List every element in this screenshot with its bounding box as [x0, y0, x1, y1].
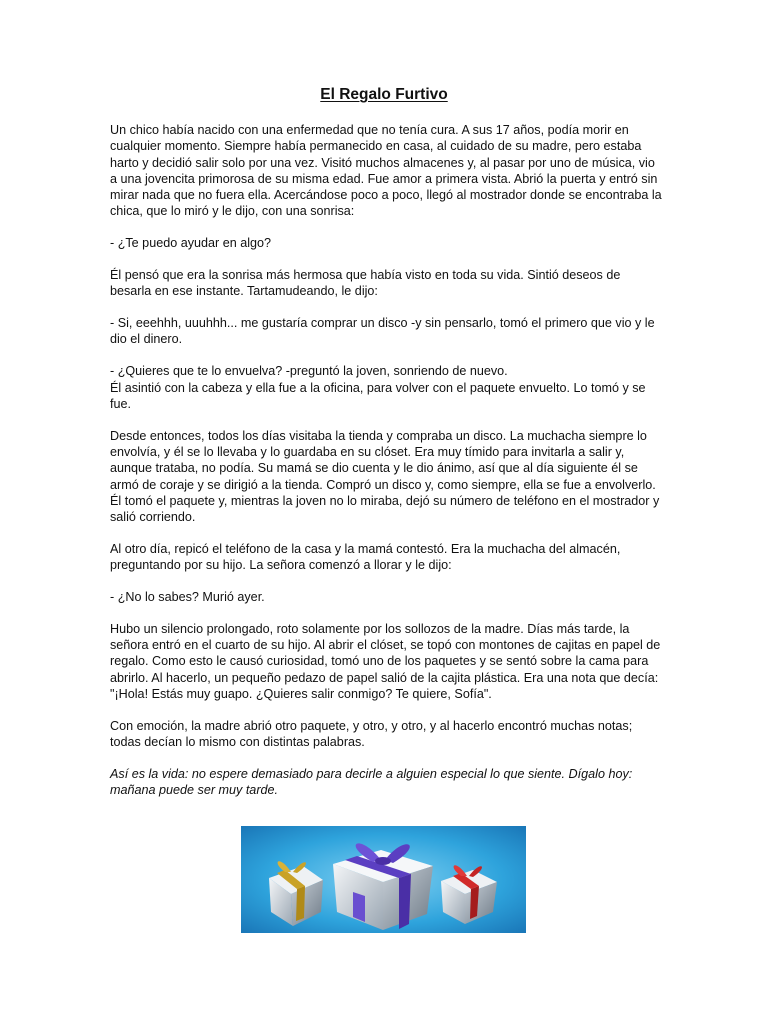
paragraph-moral: Así es la vida: no espere demasiado para decirle a alguien especial lo que siente. Dígalo hoy: mañana puede ser muy tarde. [110, 766, 633, 798]
paragraph-phone-call: Al otro día, repicó el teléfono de la casa y la mamá contestó. Era la muchacha del almacén, preguntando por su hijo. La señora comenzó a llorar y le dijo: [110, 541, 621, 573]
paragraph-notes: Con emoción, la madre abrió otro paquete, y otro, y otro, y al hacerlo encontró muchas notas; todas decían lo mismo con distintas palabras. [110, 718, 633, 750]
document-title: El Regalo Furtivo [320, 86, 448, 103]
gift-boxes-icon [241, 826, 526, 933]
gift-boxes-illustration [241, 826, 526, 933]
paragraph-dialogue-disc: - Si, eeehhh, uuuhhh... me gustaría comprar un disco -y sin pensarlo, tomó el primero que vio y le dio el dinero. [110, 316, 655, 347]
paragraph-intro: Un chico había nacido con una enfermedad que no tenía cura. A sus 17 años, podía morir en cualquier momento. Siempre había permanecido en casa, al cuidado de su madre, pero estaba harto y decidió salir solo por una vez. Visitó muchos almacenes y, al pasar por uno de música, vio a una jovencita primorosa de su misma edad. Fue amor a primera vista. Abrió la puerta y entró sin mirar nada que no fuera ella. Acercándose poco a poco, llegó al mostrador donde se encontraba la chica, que lo miró y le dijo, con una sonrisa: [110, 123, 662, 219]
paragraph-closet: Hubo un silencio prolongado, roto solamente por los sollozos de la madre. Días más tarde, la señora entró en el cuarto de su hijo. Al abrir el clóset, se topó con montones de cajitas en papel de regalo. Como esto le causó curiosidad, tomó uno de los paquetes y se sentó sobre la cama para abrirlo. Al hacerlo, un pequeño pedazo de papel salió de la cajita plástica. Era una nota que decía: "¡Hola! Estás muy guapo. ¿Quieres salir conmigo? Te quiere, Sofía". [110, 621, 661, 702]
paragraph-dialogue-wrap: - ¿Quieres que te lo envuelva? -preguntó la joven, sonriendo de nuevo. [110, 364, 508, 379]
paragraph-dialogue-died: - ¿No lo sabes? Murió ayer. [110, 590, 265, 605]
paragraph-smile: Él pensó que era la sonrisa más hermosa que había visto en toda su vida. Sintió deseos de besarla en ese instante. Tartamudeando, le dijo: [110, 268, 621, 299]
paragraph-nod: Él asintió con la cabeza y ella fue a la oficina, para volver con el paquete envuelto. Lo tomó y se fue. [110, 380, 646, 411]
document-body [110, 122, 662, 814]
paragraph-dialogue-help: - ¿Te puedo ayudar en algo? [110, 236, 272, 251]
paragraph-daily-visits: Desde entonces, todos los días visitaba la tienda y compraba un disco. La muchacha siempre lo envolvía, y él se lo llevaba y lo guardaba en su clóset. Era muy tímido para invitarla a salir y, aunque trataba, no podía. Su mamá se dio cuenta y le dio ánimo, así que al día siguiente él se armó de coraje y se dirigió a la tienda. Compró un disco y, como siempre, ella se fue a envolverlo. Él tomó el paquete y, mientras la joven no lo miraba, dejó su número de teléfono en el mostrador y salió corriendo. [110, 428, 660, 525]
